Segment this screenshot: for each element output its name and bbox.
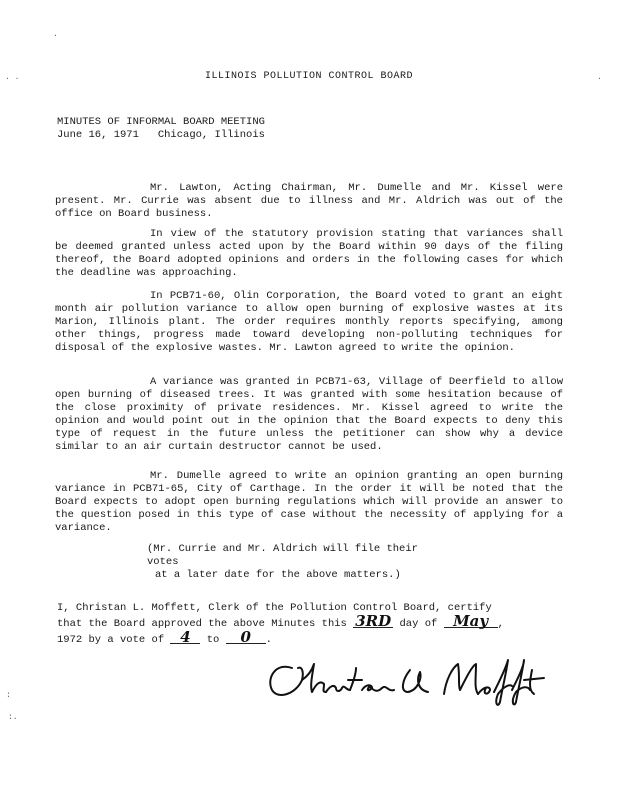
scan-speck: . — [53, 30, 58, 39]
paragraph-attendance: Mr. Lawton, Acting Chairman, Mr. Dumelle and Mr. Kissel were present. Mr. Currie was absent due to illness and Mr. Aldrich was out of the office on Board business. — [55, 182, 563, 220]
handwritten-day: 3RD — [353, 615, 393, 628]
absent-members-note: (Mr. Currie and Mr. Aldrich will file their votes at a later date for the above matters.) — [147, 543, 418, 581]
meeting-heading — [57, 116, 265, 142]
meeting-heading-title: MINUTES OF INFORMAL BOARD MEETING — [57, 116, 265, 128]
document-title: ILLINOIS POLLUTION CONTROL BOARD — [204, 71, 414, 82]
handwritten-votes-for: 4 — [170, 631, 200, 644]
clerk-signature — [262, 650, 552, 710]
signature-text: Christan L. Moffett — [262, 650, 274, 651]
scan-speck: . . — [5, 73, 20, 82]
scan-speck: :. — [8, 713, 18, 722]
handwritten-votes-against: 0 — [226, 631, 266, 644]
scan-speck: : — [6, 691, 11, 700]
paragraph-village-of-deerfield: A variance was granted in PCB71-63, Village of Deerfield to allow open burning of diseased trees. It was granted with some hesitation because of the close proximity of private residences. Mr. Kissel agreed to write the opinion and would point out in the opinion that the Board expects to deny this type of request in the future unless the petitioner can show why a device similar to an air curtain destructor cannot be used. — [55, 376, 563, 453]
paragraph-city-of-carthage: Mr. Dumelle agreed to write an opinion granting an open burning variance in PCB71-65, City of Carthage. In the order it will be noted that the Board expects to adopt open burning regulations which will provide an answer to the question posed in this type of case without the necessity of applying for a variance. — [55, 470, 563, 534]
meeting-date-location: June 16, 1971 Chicago, Illinois — [57, 129, 265, 141]
handwritten-month: May — [444, 615, 498, 628]
paragraph-olin-corporation: In PCB71-60, Olin Corporation, the Board voted to grant an eight month air pollution variance to allow open burning of explosive wastes at its Marion, Illinois plant. The order requires monthly reports specifying, among other things, progress made toward developing non-polluting techniques for disposal of the explosive wastes. Mr. Lawton agreed to write the opinion. — [55, 290, 563, 354]
paragraph-statutory-provision: In view of the statutory provision stating that variances shall be deemed granted unless acted upon by the Board within 90 days of the filing thereof, the Board adopted opinions and orders in the following cases for which the deadline was approaching. — [55, 228, 563, 279]
clerk-certification: I, Christan L. Moffett, Clerk of the Pollution Control Board, certify that the Board approved the above Minutes this 3RD day of May , 1972 by a vote of 4 to 0 . — [57, 602, 504, 646]
scan-speck: . — [597, 73, 602, 82]
